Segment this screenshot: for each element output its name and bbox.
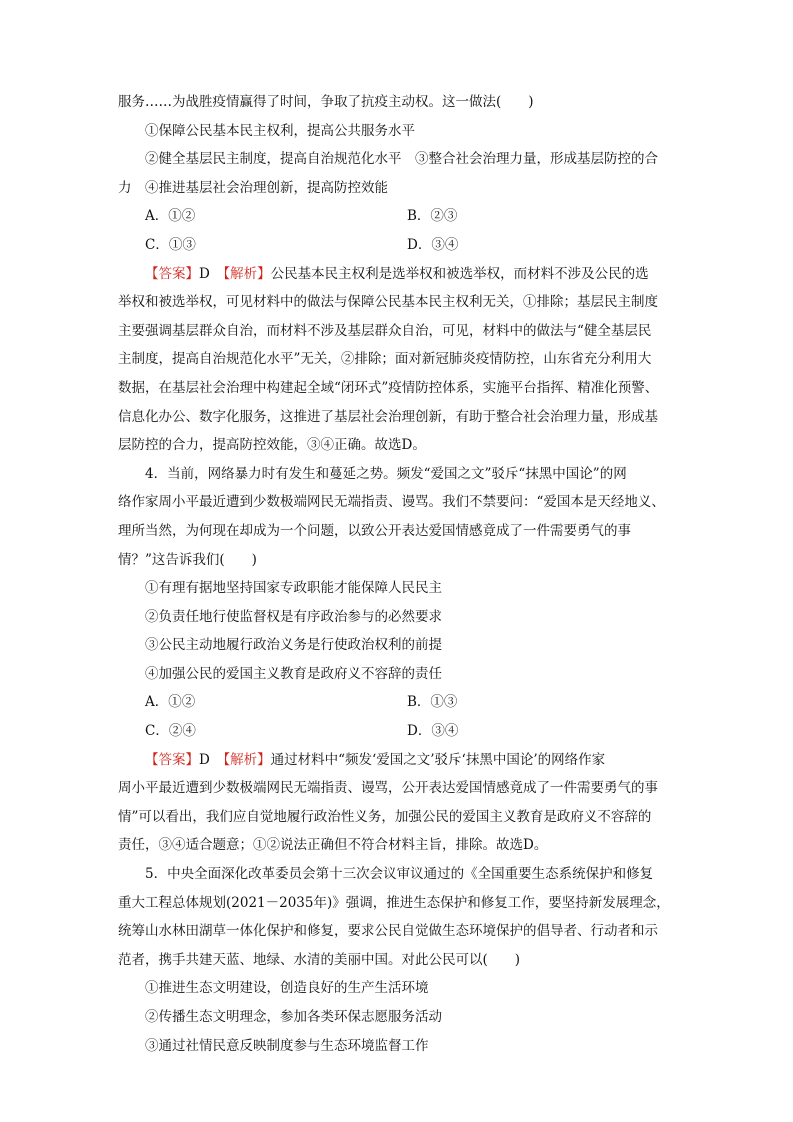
q4-analysis-line: 情”可以看出，我们应自觉地履行政治性义务，加强公民的爱国主义教育是政府义不容辞的 (118, 808, 652, 825)
analysis-tag: 【解析】 (223, 265, 271, 282)
q3-statement-4: 力 ④推进基层社会治理创新，提高防控效能 (118, 179, 388, 196)
q4-stem-line: 4．当前，网络暴力时有发生和蔓延之势。频发“爱国之文”驳斥“抹黑中国论”的网 (145, 465, 627, 482)
q4-stem-line: 情？”这告诉我们( ) (118, 551, 257, 568)
q4-option-a[interactable]: A．①② (145, 694, 196, 711)
q3-options-row-2 (118, 231, 676, 260)
q3-analysis-line: 信息化办公、数字化服务，这推进了基层社会治理创新，有助于整合社会治理力量，形成基 (118, 408, 658, 425)
answer-tag: 【答案】 (145, 751, 199, 768)
q4-option-d[interactable]: D．③④ (407, 723, 459, 740)
analysis-text: 公民基本民主权利是选举权和被选举权，而材料不涉及公民的选 (270, 265, 649, 282)
q4-analysis-line: 责任，③④适合题意；①②说法正确但不符合材料主旨，排除。故选D。 (118, 837, 548, 854)
q5-statement-1: ①推进生态文明建设，创造良好的生产生活环境 (145, 980, 429, 997)
q4-stem-line: 理所当然，为何现在却成为一个问题，以致公开表达爱国情感竟成了一件需要勇气的事 (118, 522, 631, 539)
q3-option-a[interactable]: A．①② (145, 208, 196, 225)
q3-options-row-1 (118, 202, 676, 231)
q3-stem-tail: 服务……为战胜疫情赢得了时间，争取了抗疫主动权。这一做法( ) (118, 94, 534, 110)
q3-statement-1: ①保障公民基本民主权利，提高公共服务水平 (145, 122, 415, 139)
q3-analysis-line: 举权和被选举权，可见材料中的做法与保障公民基本民主权利无关，①排除；基层民主制度 (118, 294, 658, 311)
q4-option-b[interactable]: B．①③ (407, 694, 458, 711)
q3-statement-2-3: ②健全基层民主制度，提高自治规范化水平 ③整合社会治理力量，形成基层防控的合 (145, 151, 658, 168)
q4-statement-1: ①有理有据地坚持国家专政职能才能保障人民民主 (145, 580, 442, 597)
analysis-tag: 【解析】 (223, 751, 271, 768)
answer-tag: 【答案】 (145, 265, 199, 282)
answer-letter: D (199, 265, 224, 282)
q3-answer-line (118, 260, 676, 289)
q4-statement-4: ④加强公民的爱国主义教育是政府义不容辞的责任 (145, 665, 442, 682)
q4-options-row-2 (118, 717, 676, 746)
page-content (118, 88, 676, 1060)
q3-analysis-line: 主制度，提高自治规范化水平”无关，②排除；面对新冠肺炎疫情防控，山东省充分利用大 (118, 351, 652, 368)
q4-stem-line: 络作家周小平最近遭到少数极端网民无端指责、谩骂。我们不禁要问：“爱国本是天经地义、 (118, 494, 665, 511)
q4-statement-2: ②负责任地行使监督权是有序政治参与的必然要求 (145, 608, 442, 625)
q5-statement-3: ③通过社情民意反映制度参与生态环境监督工作 (145, 1037, 429, 1054)
q4-analysis-line: 周小平最近遭到少数极端网民无端指责、谩骂，公开表达爱国情感竟成了一件需要勇气的事 (118, 780, 658, 797)
q3-analysis-line: 数据，在基层社会治理中构建起全域“闭环式”疫情防控体系，实施平台指挥、精准化预警、 (118, 379, 659, 396)
analysis-text: 通过材料中“频发‘爱国之文’驳斥‘抹黑中国论’的网络作家 (270, 751, 606, 768)
q4-statement-3: ③公民主动地履行政治义务是行使政治权利的前提 (145, 637, 442, 654)
q5-stem-line: 统筹山水林田湖草一体化保护和修复，要求公民自觉做生态环境保护的倡导者、行动者和示 (118, 923, 658, 940)
q3-analysis-line: 主要强调基层群众自治，而材料不涉及基层群众自治，可见，材料中的做法与“健全基层民 (118, 322, 652, 339)
q4-answer-line (118, 746, 676, 775)
q5-stem-line: 5．中央全面深化改革委员会第十三次会议审议通过的《全国重要生态系统保护和修复 (145, 866, 654, 883)
q3-option-d[interactable]: D．③④ (407, 236, 459, 253)
q5-stem-line: 范者，携手共建天蓝、地绿、水清的美丽中国。对此公民可以( ) (118, 951, 521, 968)
q4-option-c[interactable]: C．②④ (145, 723, 196, 740)
q4-options-row-1 (118, 688, 676, 717)
q3-analysis-line: 层防控的合力，提高防控效能，③④正确。故选D。 (118, 437, 426, 454)
q3-option-c[interactable]: C．①③ (145, 236, 196, 253)
q5-stem-line: 重大工程总体规划(2021－2035年)》强调，推进生态保护和修复工作，要坚持新发展理念， (118, 894, 670, 911)
q3-option-b[interactable]: B．②③ (407, 208, 458, 225)
q5-statement-2: ②传播生态文明理念，参加各类环保志愿服务活动 (145, 1009, 442, 1025)
answer-letter: D (199, 751, 224, 768)
